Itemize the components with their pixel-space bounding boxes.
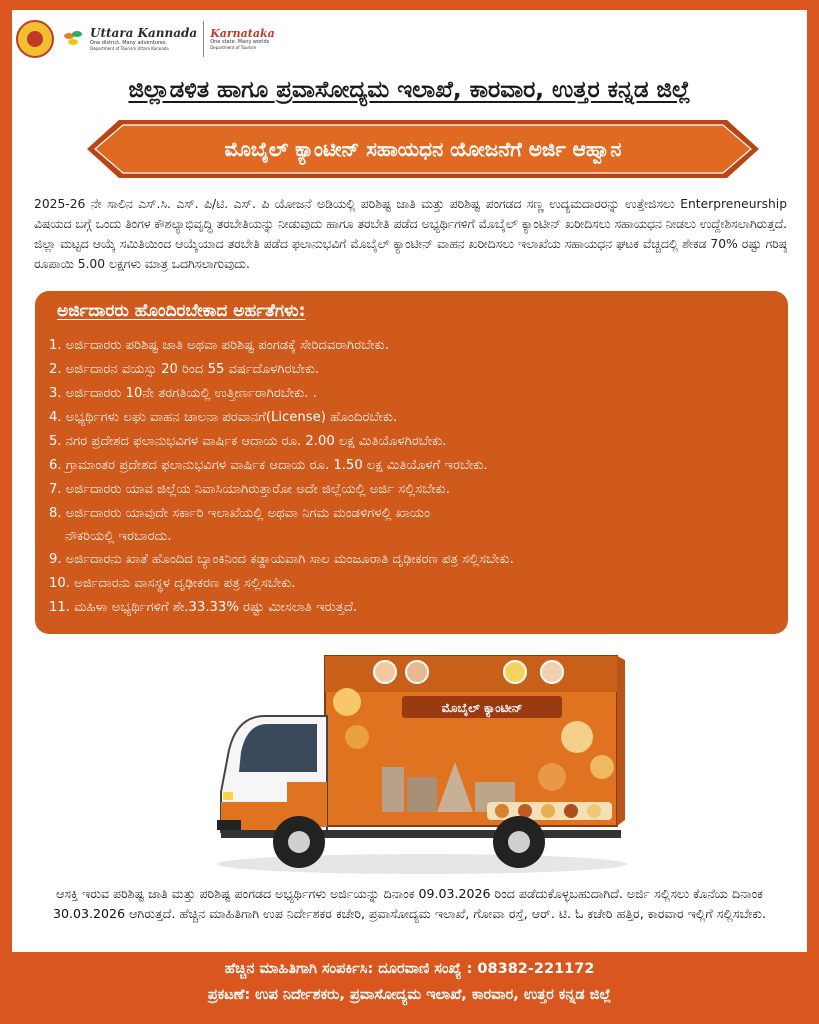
intro-paragraph: 2025-26 ನೇ ಸಾಲಿನ ಎಸ್.ಸಿ. ಎಸ್. ಪಿ/ಟಿ. ಎಸ್. ಪಿ ಯೋಜನೆ ಅಡಿಯಲ್ಲಿ ಪರಿಶಿಷ್ಟ ಜಾತಿ ಮತ್ತು ಪರಿಶಿಷ್ಟ ಪಂಗಡದ ಸಣ್ಣ ಉದ್ಯಮದಾರರನ್ನು ಉತ್ತೇಜಿಸಲು Enterpreneurship ವಿಷಯದ ಬಗ್ಗೆ ಒಂದು ತಿಂಗಳ ಕೌಶಲ್ಯಾಭಿವೃದ್ಧಿ ತರಬೇತಿಯನ್ನು ನೀಡುವುದು ಹಾಗೂ ತರಬೇತಿ ಪಡೆದ ಅಭ್ಯರ್ಥಿಗಳಿಗೆ ಮೊಬೈಲ್ ಕ್ಯಾಂಟೀನ್ ಖರೀದಿಸಲು ಸಹಾಯಧನ ನೀಡಲು ಉದ್ದೇಶಿಸಲಾಗಿರುತ್ತದೆ. ಜಿಲ್ಲಾ ಮಟ್ಟದ ಆಯ್ಕೆ ಸಮಿತಿಯಿಂದ ಆಯ್ಕೆಯಾದ ತರಬೇತಿ ಪಡೆದ ಫಲಾನುಭವಿಗೆ ಮೊಬೈಲ್ ಕ್ಯಾಂಟೀನ್ ವಾಹನ ಖರೀದಿಸಲು ಇಲಾಖೆಯ ಸಹಾಯಧನ ಘಟಕ ವೆಚ್ಚದಲ್ಲಿ ಶೇಕಡ 70% ರಷ್ಟು ಗರಿಷ್ಠ ರೂಪಾಯಿ 5.00 ಲಕ್ಷಗಳು ಮಾತ್ರ ಒದಗಿಸಲಾಗುವುದು. xyxy=(34,197,787,271)
eligibility-item: 4. ಅಭ್ಯರ್ಥಿಗಳು ಲಘು ವಾಹನ ಚಾಲನಾ ಪರವಾನಗೆ(License) ಹೊಂದಿರಬೇಕು. xyxy=(49,410,398,425)
footer xyxy=(0,956,819,1008)
eligibility-title: ಅರ್ಜಿದಾರರು ಹೊಂದಿರಬೇಕಾದ ಅರ್ಹತೆಗಳು: xyxy=(57,301,306,321)
eligibility-list xyxy=(49,334,779,620)
uttara-kannada-title: Uttara Kannada xyxy=(90,26,198,40)
uttara-kannada-sub: Department of Tourism Uttara Kannada xyxy=(90,46,169,51)
banner-title: ಮೊಬೈಲ್ ಕ್ಯಾಂಟೀನ್ ಸಹಾಯಧನ ಯೋಜನೆಗೆ ಅರ್ಜಿ ಆಹ್ವಾನ xyxy=(224,137,622,161)
karnataka-tagline: One state. Many worlds xyxy=(210,39,270,45)
karnataka-title: Karnataka xyxy=(210,27,275,40)
title-banner xyxy=(85,118,761,180)
uttara-kannada-tagline: One district. Many adventures. xyxy=(90,40,168,46)
truck-label: ಮೊಬೈಲ್ ಕ್ಯಾಂಟೀನ್ xyxy=(441,701,523,715)
header-logos xyxy=(16,16,275,62)
eligibility-item: 3. ಅರ್ಜಿದಾರರು 10ನೇ ತರಗತಿಯಲ್ಲಿ ಉತ್ತೀರ್ಣರಾಗಿರಬೇಕು. . xyxy=(49,386,317,401)
eligibility-item: 10. ಅರ್ಜಿದಾರನು ವಾಸಸ್ಥಳ ದೃಢೀಕರಣ ಪತ್ರ ಸಲ್ಲಿಸಬೇಕು. xyxy=(49,576,296,591)
karnataka-sub: Department of Tourism xyxy=(210,45,257,50)
department-heading: ಜಿಲ್ಲಾಡಳಿತ ಹಾಗೂ ಪ್ರವಾಸೋದ್ಯಮ ಇಲಾಖೆ, ಕಾರವಾರ, ಉತ್ತರ ಕನ್ನಡ ಜಿಲ್ಲೆ xyxy=(128,77,691,103)
eligibility-item: 11. ಮಹಿಳಾ ಅಭ್ಯರ್ಥಿಗಳಿಗೆ ಶೇ.33.33% ರಷ್ಟು ಮೀಸಲಾತಿ ಇರುತ್ತದೆ. xyxy=(49,600,358,615)
application-notice: ಆಸಕ್ತಿ ಇರುವ ಪರಿಶಿಷ್ಟ ಜಾತಿ ಮತ್ತು ಪರಿಶಿಷ್ಟ ಪಂಗಡದ ಅಭ್ಯರ್ಥಿಗಳು ಅರ್ಜಿಯನ್ನು ದಿನಾಂಕ 09.03.2026 ರಿಂದ ಪಡೆದುಕೊಳ್ಳಬಹುದಾಗಿದೆ. ಅರ್ಜಿ ಸಲ್ಲಿಸಲು ಕೊನೆಯ ದಿನಾಂಕ 30.03.2026 ಆಗಿರುತ್ತದೆ. ಹೆಚ್ಚಿನ ಮಾಹಿತಿಗಾಗಿ ಉಪ ನಿರ್ದೇಶಕರ ಕಚೇರಿ, ಪ್ರವಾಸೋದ್ಯಮ ಇಲಾಖೆ, ಗೋವಾ ರಸ್ತೆ, ಆರ್. ಟಿ. ಓ ಕಚೇರಿ ಹತ್ತಿರ, ಕಾರವಾರ ಇಲ್ಲಿಗೆ ಸಲ್ಲಿಸಬೇಕು. xyxy=(52,886,767,921)
mobile-canteen-truck-image xyxy=(207,642,627,882)
eligibility-item: 8. ಅರ್ಜಿದಾರರು ಯಾವುದೇ ಸರ್ಕಾರಿ ಇಲಾಖೆಯಲ್ಲಿ ಅಥವಾ ನಿಗಮ ಮಂಡಳಿಗಳಲ್ಲಿ ಖಾಯಂ xyxy=(49,506,430,521)
eligibility-item: 7. ಅರ್ಜಿದಾರರು ಯಾವ ಜಿಲ್ಲೆಯ ನಿವಾಸಿಯಾಗಿರುತ್ತಾರೋ ಅದೇ ಜಿಲ್ಲೆಯಲ್ಲಿ ಅರ್ಜಿ ಸಲ್ಲಿಸಬೇಕು. xyxy=(49,482,450,497)
eligibility-item: 9. ಅರ್ಜಿದಾರನು ಖಾತೆ ಹೊಂದಿದ ಬ್ಯಾಂಕಿನಿಂದ ಕಡ್ಡಾಯವಾಗಿ ಸಾಲ ಮಂಜೂರಾತಿ ದೃಢೀಕರಣ ಪತ್ರ ಸಲ್ಲಿಸಬೇಕು. xyxy=(49,552,514,567)
eligibility-item: 1. ಅರ್ಜಿದಾರರು ಪರಿಶಿಷ್ಟ ಜಾತಿ ಅಥವಾ ಪರಿಶಿಷ್ಟ ಪಂಗಡಕ್ಕೆ ಸೇರಿದವರಾಗಿರಬೇಕು. xyxy=(49,338,389,353)
logo-divider xyxy=(203,21,204,57)
uttara-kannada-logo xyxy=(64,27,197,51)
eligibility-item: 5. ನಗರ ಪ್ರದೇಶದ ಫಲಾನುಭವಿಗಳ ವಾರ್ಷಿಕ ಆದಾಯ ರೂ. 2.00 ಲಕ್ಷ ಮಿತಿಯೊಳಗಿರಬೇಕು. xyxy=(49,434,447,449)
eligibility-box xyxy=(35,291,788,634)
eligibility-item: 2. ಅರ್ಜಿದಾರನ ವಯಸ್ಸು 20 ರಿಂದ 55 ವರ್ಷದೊಳಗಿರಬೇಕು. xyxy=(49,362,320,377)
karnataka-tourism-logo xyxy=(210,28,275,50)
footer-publisher: ಪ್ರಕಟಣೆ: ಉಪ ನಿರ್ದೇಶಕರು, ಪ್ರವಾಸೋದ್ಯಮ ಇಲಾಖೆ, ಕಾರವಾರ, ಉತ್ತರ ಕನ್ನಡ ಜಿಲ್ಲೆ xyxy=(207,987,612,1003)
karnataka-seal-logo xyxy=(16,20,54,58)
poster xyxy=(12,10,807,952)
uttara-kannada-mark-icon xyxy=(64,31,86,47)
footer-contact: ಹೆಚ್ಚಿನ ಮಾಹಿತಿಗಾಗಿ ಸಂಪರ್ಕಿಸಿ: ದೂರವಾಣಿ ಸಂಖ್ಯೆ : 08382-221172 xyxy=(224,961,595,977)
eligibility-item: 6. ಗ್ರಾಮಾಂತರ ಪ್ರದೇಶದ ಫಲಾನುಭವಿಗಳ ವಾರ್ಷಿಕ ಆದಾಯ ರೂ. 1.50 ಲಕ್ಷ ಮಿತಿಯೊಳಗೆ ಇರಬೇಕು. xyxy=(49,458,488,473)
eligibility-item-continued: ನೌಕರಿಯಲ್ಲಿ ಇರಬಾರದು. xyxy=(65,529,172,544)
truck-illustration xyxy=(207,642,627,882)
